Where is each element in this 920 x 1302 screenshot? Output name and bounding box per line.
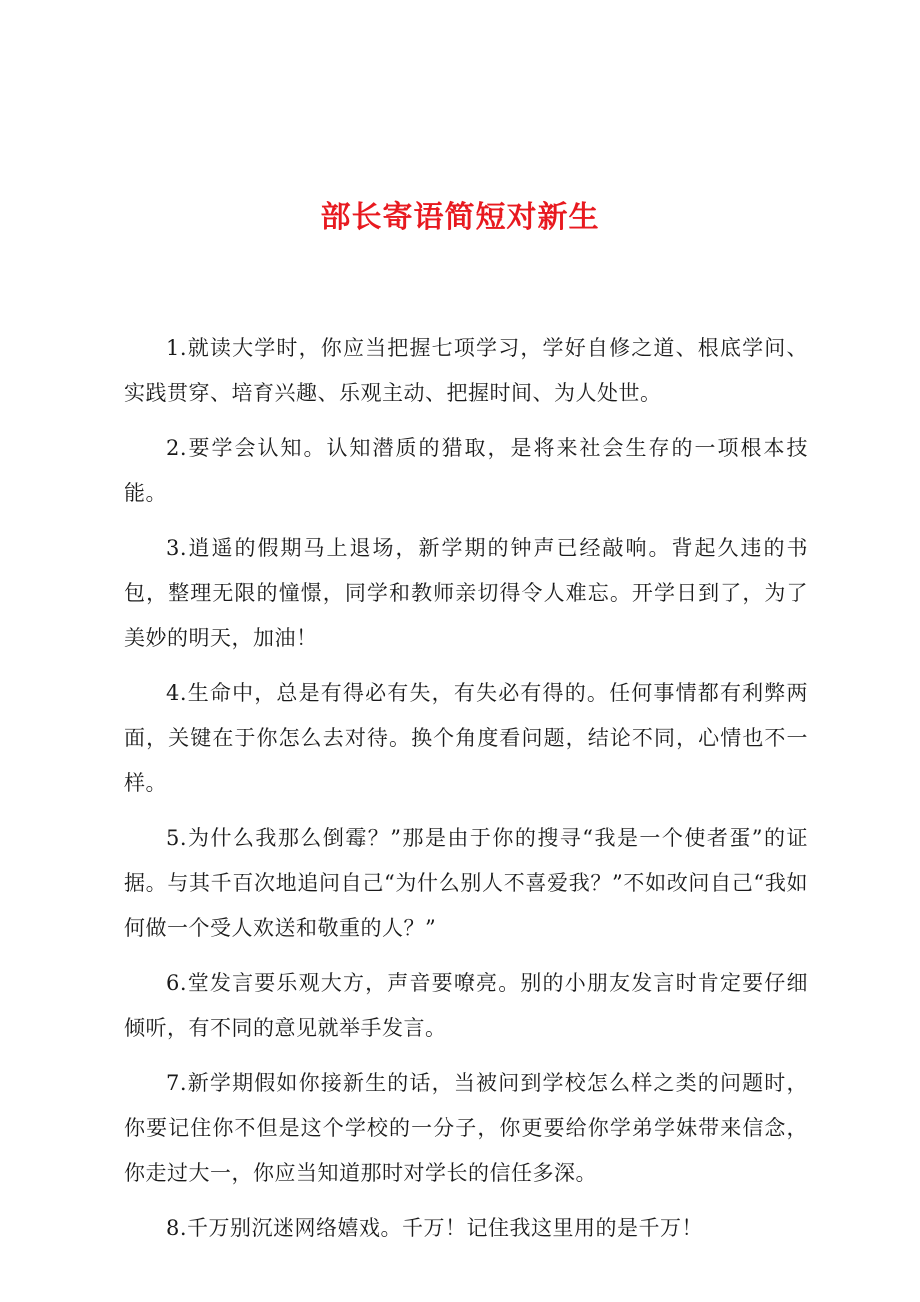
document-body <box>124 326 808 1261</box>
document-title: 部长寄语简短对新生 <box>320 200 600 235</box>
paragraph-1: 1.就读大学时，你应当把握七项学习，学好自修之道、根底学问、实践贯穿、培育兴趣、乐观主动、把握时间、为人处世。 <box>124 336 808 405</box>
paragraph-4: 4.生命中，总是有得必有失，有失必有得的。任何事情都有利弊两面，关键在于你怎么去对待。换个角度看问题，结论不同，心情也不一样。 <box>124 681 808 795</box>
paragraph-3: 3.逍遥的假期马上退场，新学期的钟声已经敲响。背起久违的书包，整理无限的憧憬，同学和教师亲切得令人难忘。开学日到了，为了美妙的明天，加油！ <box>124 536 808 650</box>
paragraph-5: 5.为什么我那么倒霉？”那是由于你的搜寻“我是一个使者蛋”的证据。与其千百次地追问自己“为什么别人不喜爱我？”不如改问自己“我如何做一个受人欢送和敬重的人？” <box>124 826 808 940</box>
paragraph-8: 8.千万别沉迷网络嬉戏。千万！记住我这里用的是千万！ <box>166 1216 704 1240</box>
paragraph-2: 2.要学会认知。认知潜质的猎取，是将来社会生存的一项根本技能。 <box>124 436 808 505</box>
paragraph-7: 7.新学期假如你接新生的话，当被问到学校怎么样之类的问题时，你要记住你不但是这个学校的一分子，你更要给你学弟学妹带来信念，你走过大一，你应当知道那时对学长的信任多深。 <box>124 1071 808 1185</box>
paragraph-6: 6.堂发言要乐观大方，声音要嘹亮。别的小朋友发言时肯定要仔细倾听，有不同的意见就举手发言。 <box>124 971 808 1040</box>
